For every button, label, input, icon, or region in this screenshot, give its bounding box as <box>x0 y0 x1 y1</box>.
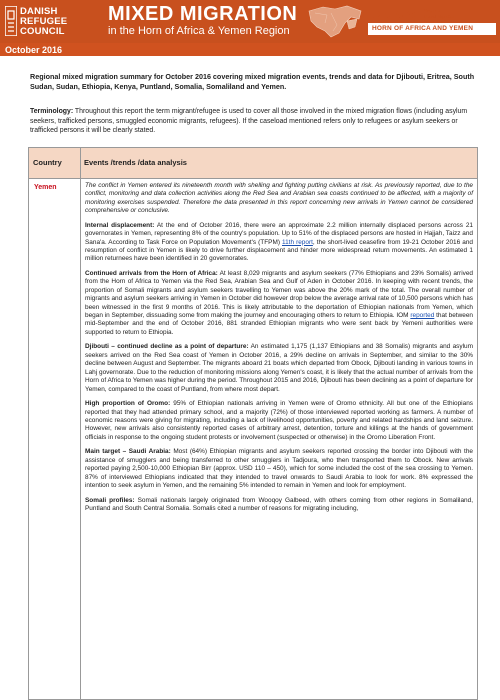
analysis-paragraph: Continued arrivals from the Horn of Africa: At least 8,029 migrants and asylum seekers (77% Ethiopians and 23% Somalis) arrived from the Horn of Africa to Yemen via the Red Sea, Arabian Sea and Gulf of Aden in October 2016. In keeping with recent trends, the proportion of Somali migrants and asylum seekers travelling to Yemen was above the 20% mark of the total. The overall number of migrants and asylum seekers arriving in Yemen in October did however drop below the average arrival rate of 10,500 persons which has been witnessed in the first 9 months of 2016. This is likely attributable to the deportation of Ethiopian nationals from Yemen, which began in September, dissuading some from making the journey and encouraging others to return to Ethiopia. IOM reported that between mid-September and the end of October 2016, 881 stranded Ethiopian migrants who were sent back by Yemeni authorities were supported to return to Ethiopia. <box>85 270 474 336</box>
partner-region: HORN OF AFRICA AND YEMEN <box>372 25 474 32</box>
report-title: MIXED MIGRATION <box>108 3 298 25</box>
column-header-events: Events /trends /data analysis <box>84 158 187 167</box>
column-header-country: Country <box>33 158 62 167</box>
report-link[interactable]: 11th report <box>282 238 313 246</box>
table-header <box>29 148 477 179</box>
analysis-paragraph: Somali profiles: Somali nationals largely originated from Wooqoy Galbeed, with others coming from other regions in Somaliland, Puntland and South Central Somalia. Somalis cited a number of reasons for migrating including, <box>85 496 473 512</box>
partner-subtitle: Regional Mixed Migration Secretariat <box>424 8 456 24</box>
iom-report-link[interactable]: reported <box>410 312 435 320</box>
events-table <box>28 147 478 700</box>
analysis-paragraph: Internal displacement: At the end of October 2016, there were an approximate 2.2 million internally displaced persons across 21 governorates in Yemen, representing 8% of the country's population. Up to 51% of the displaced persons are hosted in Hajjah, Taizz and Sana'a. According to Task Force on Population Movement's (TFPM) 11th report, the short-lived ceasefire from 19-21 October 2016 and resumption of conflict in Yemen is likely to drive further displacement and hinder more widespread return movements. An estimated 1 million returnees have been identified in 20 governorates. <box>85 221 473 263</box>
org-name-line: DANISH <box>20 6 58 17</box>
org-name-line: REFUGEE <box>20 16 68 27</box>
partner-logo-text: RMMS <box>370 8 416 25</box>
summary-title: Regional mixed migration summary for October 2016 covering mixed migration events, trends and data for Djibouti, Eritrea, South Sudan, Sudan, Ethiopia, Kenya, Puntland, Somalia, Somaliland and Yemen. <box>30 72 475 91</box>
analysis-paragraph: Djibouti – continued decline as a point of departure: An estimated 1,175 (1,137 Ethiopians and 38 Somalis) migrants and asylum seekers arrived on the Red Sea coast of Yemen in October 2016, a 29% decline on arrivals in September, and similar to the 30% decline between August and September. The migrants aboard 21 boats which departed from Obock, Djibouti landing in various towns in Lahj governorate. Due to the reduction of monitoring missions along Yemen's coast, it is likely that the actual number of arrivals from the Horn of Africa to Yemen was higher during the period. Throughout 2015 and 2016, Djibouti has been declining as a point of departure for Yemen, compared to the coast of Puntland, from where most depart. <box>85 343 473 393</box>
org-name-line: COUNCIL <box>20 26 65 37</box>
analysis-paragraph: High proportion of Oromo: 95% of Ethiopian nationals arriving in Yemen were of Oromo ethnicity. All but one of the Ethiopians reported that they had attended primary school, and a majority (72%) of those interviewed reported working as farmers. A number of economic reasons were giving for migrating, including a lack of livelihood opportunities, poverty and related hardships and land seizure. However, new arrivals also consistently reported cases of arbitrary arrest, detention, torture and killings at the hands of government officials in response to the ongoing student protests or involvement (suspected or otherwise) in the Oromo Liberation Front. <box>85 400 473 441</box>
column-divider <box>80 148 81 699</box>
date-band <box>0 43 500 56</box>
region-map-icon <box>305 3 365 41</box>
terminology-label: Terminology: <box>30 108 74 115</box>
analysis-cell <box>85 182 473 520</box>
drc-logo-icon <box>5 6 17 36</box>
report-subtitle: in the Horn of Africa & Yemen Region <box>108 25 290 37</box>
report-date: October 2016 <box>5 45 63 55</box>
analysis-paragraph: Main target – Saudi Arabia: Most (64%) Ethiopian migrants and asylum seekers reported crossing the border into Djibouti with the assistance of smugglers and being transferred to other smugglers in Tadjoura, who then transported them to Obock. New arrivals reported paying 2,500-10,000 Ethiopian Birr (approx. USD 110 – 450), which for some included the cost of the sea crossing to Yemen. 87% of interviewed Ethiopians indicated that they intended to travel onwards to Saudi Arabia to look for work. 8% expressed the intention to seek asylum in Yemen, and the remaining 5% intended to remain in Yemen and look for employment. <box>85 448 473 489</box>
country-cell: Yemen <box>34 184 57 191</box>
terminology-note <box>30 107 478 136</box>
terminology-text: Throughout this report the term migrant/refugee is used to cover all those involved in the mixed migration flows (including asylum seekers, trafficked persons, smuggled economic migrants, refugees). If the caseload mentioned refers only to refugees or asylum seekers or trafficked persons it will be clearly stated. <box>30 108 468 135</box>
drc-logo <box>5 3 85 41</box>
intro-paragraph: The conflict in Yemen entered its nineteenth month with shelling and fighting putting civilians at risk. As previously reported, due to the conflict, monitoring and data collection activities along the Red Sea and Arabian sea coasts continued to be affected, with a majority of monitoring exercises suspended. Therefore the data presented in this report concerning new arrivals in Yemen cannot be considered comprehensive or conclusive. <box>85 182 473 215</box>
